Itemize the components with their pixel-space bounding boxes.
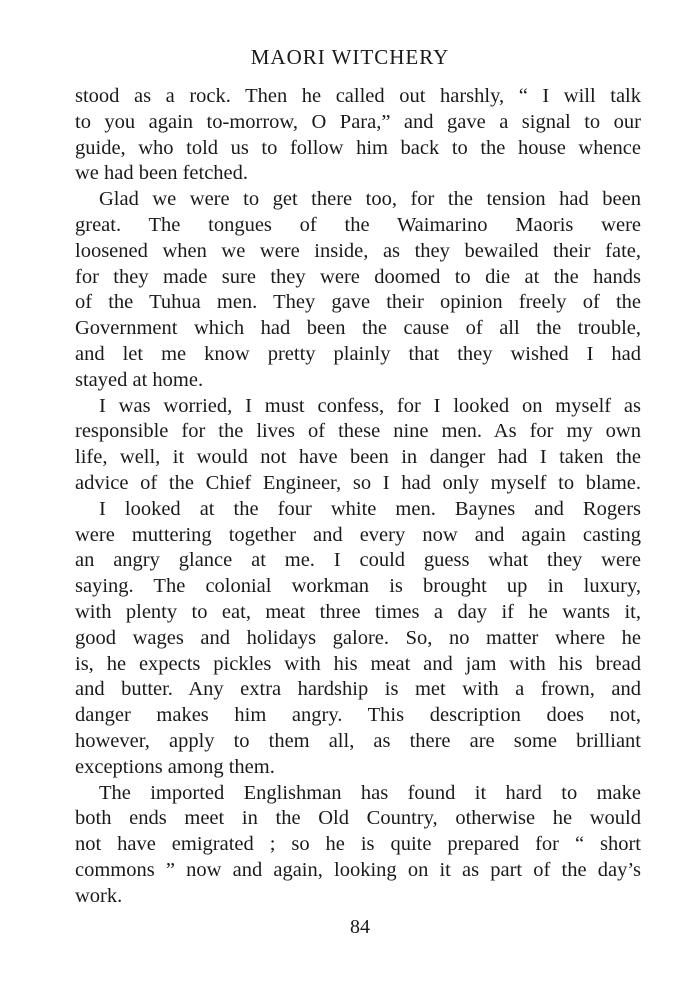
text-line: and let me know pretty plainly that they wished I had: [75, 342, 641, 365]
text-line: Government which had been the cause of all the trouble,: [75, 317, 641, 340]
text-line: saying. The colonial workman is brought up in luxury,: [75, 575, 641, 598]
text-line: however, apply to them all, as there are some brilliant: [75, 729, 641, 752]
text-line: not have emigrated ; so he is quite prepared for “ short: [75, 833, 641, 856]
text-line: great. The tongues of the Waimarino Maoris were: [75, 213, 641, 236]
text-line: of the Tuhua men. They gave their opinion freely of the: [75, 291, 641, 314]
paragraph-2: [75, 187, 641, 393]
text-line: stood as a rock. Then he called out harshly, “ I will talk: [75, 85, 641, 107]
text-line: guide, who told us to follow him back to the house whence: [75, 136, 641, 159]
text-line: stayed at home.: [75, 368, 204, 391]
text-line: for they made sure they were doomed to die at the hands: [75, 265, 641, 288]
text-line: I was worried, I must confess, for I looked on myself as: [99, 394, 641, 417]
text-line: responsible for the lives of these nine men. As for my own: [75, 420, 641, 443]
text-line: Glad we were to get there too, for the tension had been: [99, 188, 641, 211]
text-line: work.: [75, 884, 123, 907]
text-line: commons ” now and again, looking on it as part of the day’s: [75, 858, 641, 881]
text-line: both ends meet in the Old Country, otherwise he would: [75, 807, 641, 830]
text-line: advice of the Chief Engineer, so I had only myself to blame.: [75, 471, 641, 494]
text-line: exceptions among them.: [75, 755, 275, 778]
page-number: 84: [350, 916, 370, 938]
text-line: good wages and holidays galore. So, no matter where he: [75, 626, 641, 649]
text-line: we had been fetched.: [75, 162, 249, 185]
text-line: loosened when we were inside, as they bewailed their fate,: [75, 239, 641, 262]
paragraph-5: [75, 781, 641, 910]
text-line: I looked at the four white men. Baynes and Rogers: [99, 497, 641, 520]
running-title: MAORI WITCHERY: [250, 45, 450, 69]
text-line: were muttering together and every now and again casting: [75, 523, 641, 546]
text-line: an angry glance at me. I could guess what they were: [75, 549, 641, 572]
text-line: The imported Englishman has found it hard to make: [99, 781, 641, 804]
paragraph-1: [75, 84, 641, 187]
text-line: is, he expects pickles with his meat and jam with his bread: [75, 652, 641, 675]
text-line: to you again to-morrow, O Para,” and gave a signal to our: [75, 110, 641, 133]
body-text: [75, 84, 641, 910]
text-line: danger makes him angry. This description does not,: [75, 704, 641, 727]
text-line: and butter. Any extra hardship is met with a frown, and: [75, 678, 641, 701]
text-line: life, well, it would not have been in danger had I taken the: [75, 446, 641, 469]
text-line: with plenty to eat, meat three times a day if he wants it,: [75, 600, 641, 623]
paragraph-4: [75, 497, 641, 781]
paragraph-3: [75, 394, 641, 497]
